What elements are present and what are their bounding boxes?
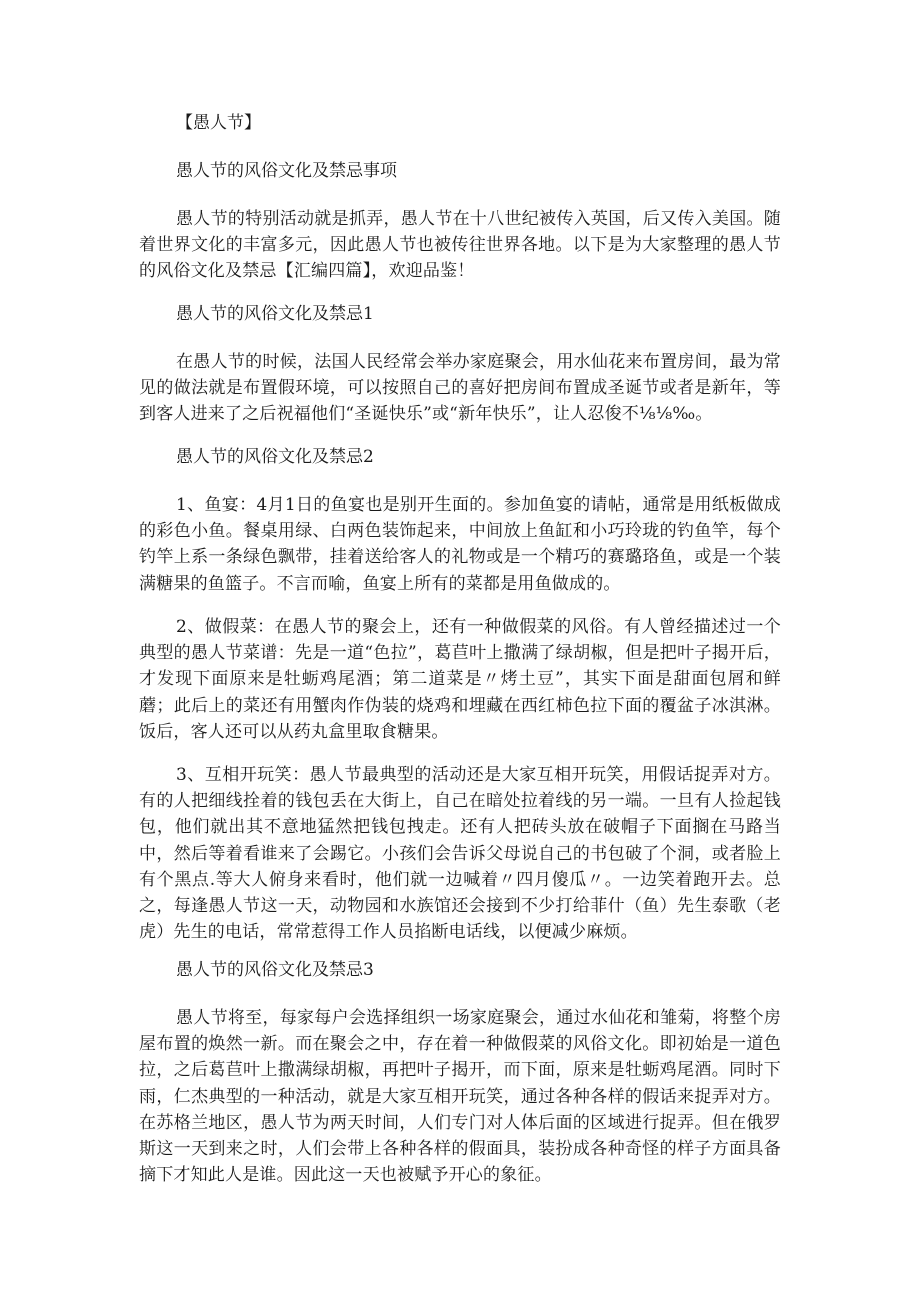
bracket-title: 【愚人节】: [176, 113, 261, 133]
section-3-heading: 愚人节的风俗文化及禁忌3: [176, 960, 374, 980]
section-2-paragraph-jokes: 3、互相开玩笑：愚人节最典型的活动还是大家互相开玩笑，用假话捉弄对方。有的人把细线拴着的钱包丢在大街上，自己在暗处拉着线的另一端。一旦有人捡起钱包，他们就出其不意地猛然把钱包拽走。还有人把砖头放在破帽子下面搁在马路当中，然后等着看谁来了会踢它。小孩们会告诉父母说自己的书包破了个洞，或者脸上有个黑点.等大人俯身来看时，他们就一边喊着〃四月傻瓜〃。一边笑着跑开去。总之，每逢愚人节这一天，动物园和水族馆还会接到不少打给菲什（鱼）先生泰歌（老虎）先生的电话，常常惹得工作人员掐断电话线，以便减少麻烦。: [139, 765, 781, 943]
section-2-paragraph-fish-feast: 1、鱼宴：4月1日的鱼宴也是别开生面的。参加鱼宴的请帖，通常是用纸板做成的彩色小鱼。餐桌用绿、白两色装饰起来，中间放上鱼缸和小巧玲珑的钓鱼竿，每个钓竿上系一条绿色飘带，挂着送给客人的礼物或是一个精巧的赛璐珞鱼，或是一个装满糖果的鱼篮子。不言而喻，鱼宴上所有的菜都是用鱼做成的。: [139, 495, 781, 594]
section-2-paragraph-fake-dishes: 2、做假菜：在愚人节的聚会上，还有一种做假菜的风俗。有人曾经描述过一个典型的愚人节菜谱：先是一道“色拉”，葛苣叶上撒满了绿胡椒，但是把叶子揭开后，才发现下面原来是牡蛎鸡尾酒；第二道菜是〃烤土豆”，其实下面是甜面包屑和鲜蘑；此后上的菜还有用蟹肉作伪装的烧鸡和埋藏在西红柿色拉下面的覆盆子冰淇淋。饭后，客人还可以从药丸盒里取食糖果。: [139, 617, 781, 742]
section-3-paragraph: 愚人节将至，每家每户会选择组织一场家庭聚会，通过水仙花和雏菊，将整个房屋布置的焕然一新。而在聚会之中，存在着一种做假菜的风俗文化。即初始是一道色拉，之后葛苣叶上撒满绿胡椒，再把叶子揭开，而下面，原来是牡蛎鸡尾酒。同时下雨，仁杰典型的一种活动，就是大家互相开玩笑，通过各种各样的假话来捉弄对方。在苏格兰地区，愚人节为两天时间，人们专门对人体后面的区域进行捉弄。但在俄罗斯这一天到来之时，人们会带上各种各样的假面具，装扮成各种奇怪的样子方面具备摘下才知此人是谁。因此这一天也被赋予开心的象征。: [139, 1008, 781, 1186]
intro-paragraph: 愚人节的特别活动就是抓弄，愚人节在十八世纪被传入英国，后又传入美国。随着世界文化的丰富多元，因此愚人节也被传往世界各地。以下是为大家整理的愚人节的风俗文化及禁忌【汇编四篇】，欢迎品鉴！: [139, 209, 781, 282]
section-2-heading: 愚人节的风俗文化及禁忌2: [176, 447, 374, 467]
section-1-heading: 愚人节的风俗文化及禁忌1: [176, 304, 374, 324]
section-1-paragraph: 在愚人节的时候，法国人民经常会举办家庭聚会，用水仙花来布置房间，最为常见的做法就是布置假环境，可以按照自己的喜好把房间布置成圣诞节或者是新年，等到客人进来了之后祝福他们“圣诞快乐”或“新年快乐”，让人忍俊不⅛⅛‰。: [139, 352, 781, 425]
main-heading: 愚人节的风俗文化及禁忌事项: [176, 161, 397, 181]
